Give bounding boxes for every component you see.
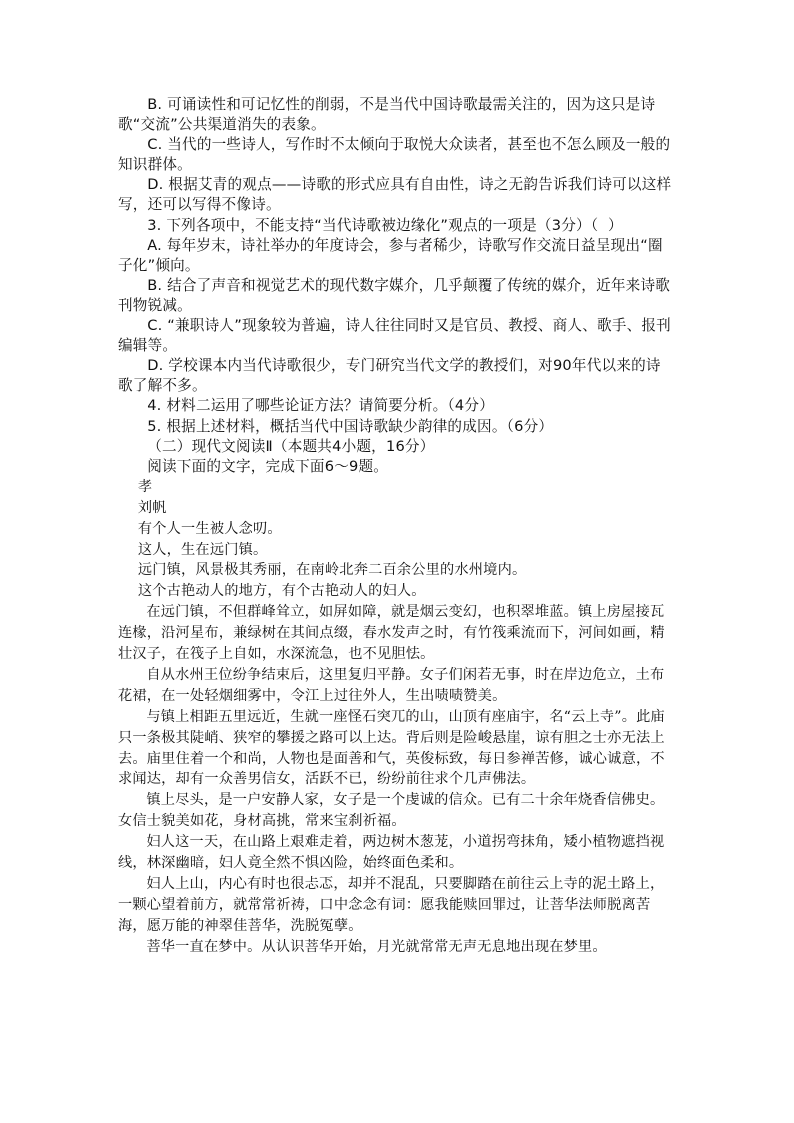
question-5: 5. 根据上述材料，概括当代中国诗歌缺少韵律的成因。（6分） <box>147 417 554 435</box>
question-3: 3. 下列各项中，不能支持“当代诗歌被边缘化”观点的一项是（3分）（ ） <box>147 216 623 234</box>
option-b-paragraph: B. 可诵读性和可记忆性的削弱，不是当代中国诗歌最需关注的，因为这只是诗歌“交流”公共渠道消失的表象。 <box>118 96 656 134</box>
q3-option-d: D. 学校课本内当代诗歌很少，专门研究当代文学的教授们，对90年代以来的诗歌了解不多。 <box>118 357 661 395</box>
story-author: 刘帆 <box>137 499 167 516</box>
story-paragraph: 妇人上山，内心有时也很忐忑，却并不混乱，只要脚踏在前往云上寺的泥土路上，一颗心望着前方，就常常祈祷，口中念念有词：愿我能赎回罪过，让菩华法师脱离苦海，愿万能的神翠佳菩华，洗脱冤孽。 <box>118 876 665 934</box>
document-page <box>118 95 674 958</box>
q3-option-c: C. “兼职诗人”现象较为普遍，诗人往往同时又是官员、教授、商人、歌手、报刊编辑等。 <box>118 317 671 355</box>
reading-instruction: 阅读下面的文字，完成下面6～9题。 <box>147 457 389 475</box>
q3-option-a: A. 每年岁末，诗社举办的年度诗会，参与者稀少，诗歌写作交流日益呈现出“圈子化”倾向。 <box>118 236 663 274</box>
question-4: 4. 材料二运用了哪些论证方法？请简要分析。（4分） <box>147 397 494 415</box>
option-c-paragraph: C. 当代的一些诗人，写作时不太倾向于取悦大众读者，甚至也不怎么顾及一般的知识群体。 <box>118 136 671 174</box>
story-paragraph: 镇上尽头，是一户安静人家，女子是一个虔诚的信众。已有二十余年烧香信佛史。女信士貌美如花，身材高挑，常来宝刹祈福。 <box>118 792 665 830</box>
story-paragraph: 菩华一直在梦中。从认识菩华开始，月光就常常无声无息地出现在梦里。 <box>146 938 607 955</box>
story-title: 孝 <box>137 478 153 495</box>
story-paragraph: 与镇上相距五里远近，生就一座怪石突兀的山，山顶有座庙宇，名“云上寺”。此庙只一条极其陡峭、狭窄的攀援之路可以上达。背后则是险峻悬崖，谅有胆之士亦无法上去。庙里住着一个和尚，人物也是面善和气，英俊标致，每日参禅苦修，诚心诚意，不求闻达，却有一众善男信女，活跃不已，纷纷前往求个几声佛法。 <box>118 708 665 788</box>
story-paragraph: 自从水州王位纷争结束后，这里复归平静。女子们闲若无事，时在岸边危立，土布花裙，在一处轻烟细雾中，令江上过往外人，生出啧啧赞美。 <box>118 666 665 704</box>
section-heading: （二）现代文阅读Ⅱ（本题共4小题，16分） <box>147 437 435 455</box>
option-d-paragraph: D. 根据艾青的观点——诗歌的形式应具有自由性，诗之无韵告诉我们诗可以这样写，还可以写得不像诗。 <box>118 176 672 214</box>
story-paragraph: 妇人这一天，在山路上艰难走着，两边树木葱茏，小道拐弯抹角，矮小植物遮挡视线，林深幽暗，妇人竟全然不惧凶险，始终面色柔和。 <box>118 834 665 872</box>
story-paragraph: 这个古艳动人的地方，有个古艳动人的妇人。 <box>137 583 426 600</box>
story-paragraph: 有个人一生被人念叨。 <box>137 520 282 537</box>
story-paragraph: 这人，生在远门镇。 <box>137 541 268 558</box>
story-paragraph: 在远门镇，不但群峰耸立，如屏如障，就是烟云变幻，也积翠堆蓝。镇上房屋接瓦连椽，沿河星布，兼绿树在其间点缀，春水发声之时，有竹筏乘流而下，河间如画，精壮汉子，在筏子上自如，水深流急，也不见胆怯。 <box>118 604 665 663</box>
q3-option-b: B. 结合了声音和视觉艺术的现代数字媒介，几乎颠覆了传统的媒介，近年来诗歌刊物锐减。 <box>118 276 671 314</box>
story-paragraph: 远门镇，风景极其秀丽，在南岭北奔二百余公里的水州境内。 <box>137 562 527 579</box>
